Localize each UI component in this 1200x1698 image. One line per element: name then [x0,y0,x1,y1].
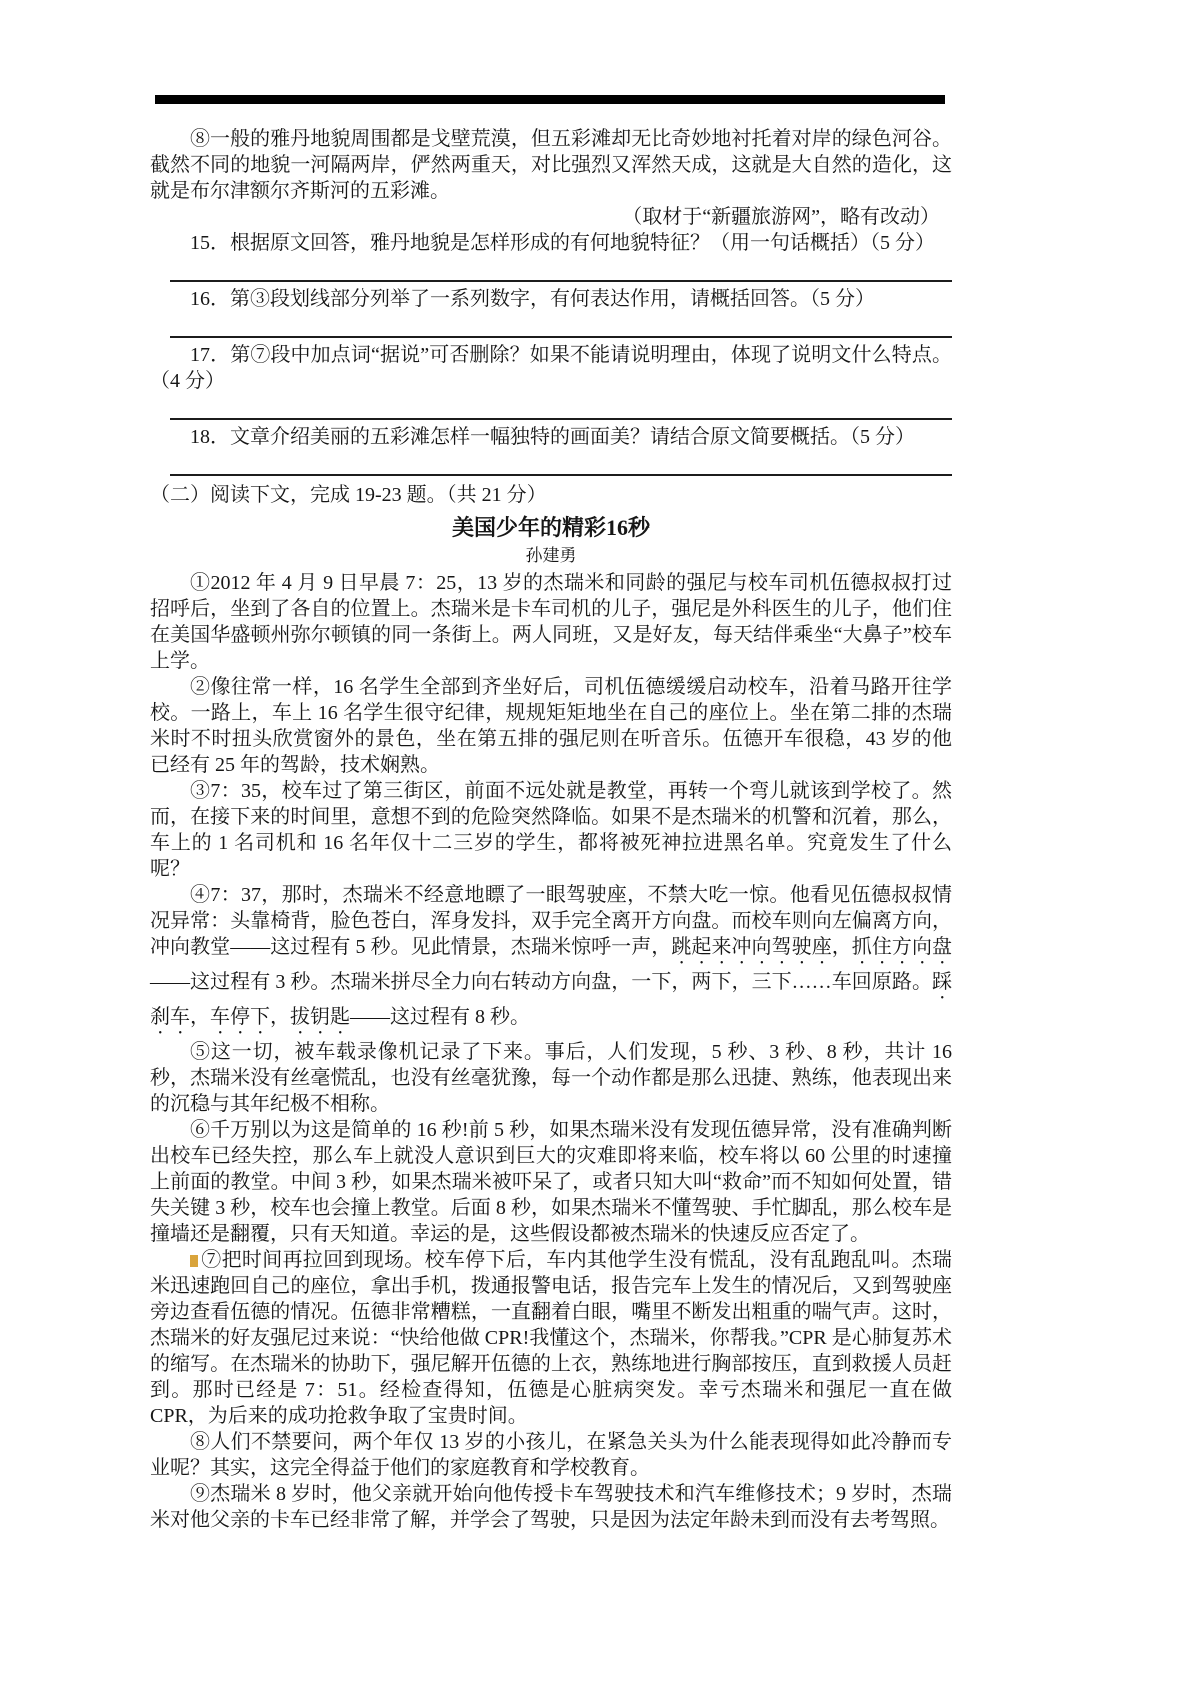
article-paragraph-5 [150,1039,952,1117]
article-paragraph-4 [150,882,952,1039]
body-text: ②像往常一样，16 名学生全部到齐坐好后，司机伍德缓缓启动校车，沿着马路开往学校。一路上，车上 16 名学生很守纪律，规规矩矩地坐在自己的座位上。坐在第二排的杰瑞米时不时扭头欣赏窗外的景色，坐在第五排的强尼则在听音乐。伍德开车很稳，43 岁的他已经有 25 年的驾龄，技术娴熟。 [150,676,952,776]
page-content [150,0,952,1533]
section-two-heading: （二）阅读下文，完成 19-23 题。（共 21 分） [150,484,547,506]
question-15: 15．根据原文回答，雅丹地貌是怎样形成的有何地貌特征？（用一句话概括）（5 分） [190,232,935,254]
question-17: 17．第⑦段中加点词“据说”可否删除？如果不能请说明理由，体现了说明文什么特点。（4 分） [150,344,952,392]
article-paragraph-9 [150,1481,952,1533]
answer-line-15 [170,256,952,282]
article-paragraph-3 [150,778,952,882]
article1-paragraph-8: ⑧一般的雅丹地貌周围都是戈壁荒漠，但五彩滩却无比奇妙地衬托着对岸的绿色河谷。截然不同的地貌一河隔两岸，俨然两重天，对比强烈又浑然天成，这就是大自然的造化，这就是布尔津额尔齐斯河的五彩滩。 [150,128,952,202]
body-text: ⑧人们不禁要问，两个年仅 13 岁的小孩儿，在紧急关头为什么能表现得如此冷静而专业呢？其实，这完全得益于他们的家庭教育和学校教育。 [150,1431,952,1479]
emphasized-text: 踩刹车，车停下，拔钥匙 [150,971,952,1028]
answer-line-16 [170,312,952,338]
article-author: 孙建勇 [525,546,577,565]
answer-line-17 [170,394,952,420]
article-title: 美国少年的精彩16秒 [451,515,650,540]
article-paragraph-1 [150,570,952,674]
body-text: ⑥千万别以为这是简单的 16 秒!前 5 秒，如果杰瑞米没有发现伍德异常，没有准确判断出校车已经失控，那么车上就没人意识到巨大的灾难即将来临，校车将以 60 公里的时速撞上前面的教堂。中间 3 秒，如果杰瑞米被吓呆了，或者只知大叫“救命”而不知如何处置，错失关键 3 秒，校车也会撞上教堂。后面 8 秒，如果杰瑞米不懂驾驶、手忙脚乱，那么校车是撞墙还是翻覆，只有天知道。幸运的是，这些假设都被杰瑞米的快速反应否定了。 [150,1119,952,1245]
page-top-rule [155,95,945,104]
article-paragraph-6 [150,1117,952,1247]
question-16: 16．第③段划线部分列举了一系列数字，有何表达作用，请概括回答。（5 分） [190,288,875,310]
body-text: ①2012 年 4 月 9 日早晨 7：25，13 岁的杰瑞米和同龄的强尼与校车司机伍德叔叔打过招呼后，坐到了各自的位置上。杰瑞米是卡车司机的儿子，强尼是外科医生的儿子，他们住在美国华盛顿州弥尔顿镇的同一条街上。两人同班，又是好友，每天结伴乘坐“大鼻子”校车上学。 [150,572,952,672]
emphasized-text: 跳起来冲向驾驶座，抓住方向盘 [671,936,953,958]
body-text: ——这过程有 8 秒。 [350,1006,530,1028]
question-list [150,230,952,476]
body-text: ③7：35，校车过了第三街区，前面不远处就是教堂，再转一个弯儿就该到学校了。然而，在接下来的时间里，意想不到的危险突然降临。如果不是杰瑞米的机警和沉着，那么，车上的 1 名司机和 16 名年仅十二三岁的学生，都将被死神拉进黑名单。究竟发生了什么呢？ [150,780,952,880]
article-paragraph-7 [150,1247,952,1429]
scan-highlight-artifact [190,1255,198,1267]
body-text: ——这过程有 3 秒。杰瑞米拼尽全力向右转动方向盘，一下，两下，三下……车回原路。 [150,971,932,993]
article-paragraph-2 [150,674,952,778]
body-text: ④7：37，那时，杰瑞米不经意地瞟了一眼驾驶座，不禁大吃一惊。他看见伍德叔叔情况异常：头靠椅背，脸色苍白，浑身发抖，双手完全离开方向盘。而校车则向左偏离方向，冲向教堂——这过程有 5 秒。见此情景，杰瑞米惊呼一声， [150,884,952,958]
source-attribution: （取材于“新疆旅游网”，略有改动） [622,206,940,228]
body-text: ⑤这一切，被车载录像机记录了下来。事后，人们发现，5 秒、3 秒、8 秒，共计 16 秒，杰瑞米没有丝毫慌乱，也没有丝毫犹豫，每一个动作都是那么迅捷、熟练，他表现出来的沉稳与其年纪极不相称。 [150,1041,952,1115]
body-text: ⑦把时间再拉回到现场。校车停下后，车内其他学生没有慌乱，没有乱跑乱叫。杰瑞米迅速跑回自己的座位，拿出手机，拨通报警电话，报告完车上发生的情况后，又到驾驶座旁边查看伍德的情况。伍德非常糟糕，一直翻着白眼，嘴里不断发出粗重的喘气声。这时，杰瑞米的好友强尼过来说：“快给他做 CPR!我懂这个，杰瑞米，你帮我。”CPR 是心肺复苏术的缩写。在杰瑞米的协助下，强尼解开伍德的上衣，熟练地进行胸部按压，直到救援人员赶到。那时已经是 7：51。经检查得知，伍德是心脏病突发。幸亏杰瑞米和强尼一直在做 CPR，为后来的成功抢救争取了宝贵时间。 [150,1249,952,1427]
body-text: ⑨杰瑞米 8 岁时，他父亲就开始向他传授卡车驾驶技术和汽车维修技术；9 岁时，杰瑞米对他父亲的卡车已经非常了解，并学会了驾驶，只是因为法定年龄未到而没有去考驾照。 [150,1483,952,1531]
article-paragraph-8 [150,1429,952,1481]
article-body [150,570,952,1533]
question-18: 18．文章介绍美丽的五彩滩怎样一幅独特的画面美？请结合原文简要概括。（5 分） [190,426,915,448]
answer-line-18 [170,450,952,476]
